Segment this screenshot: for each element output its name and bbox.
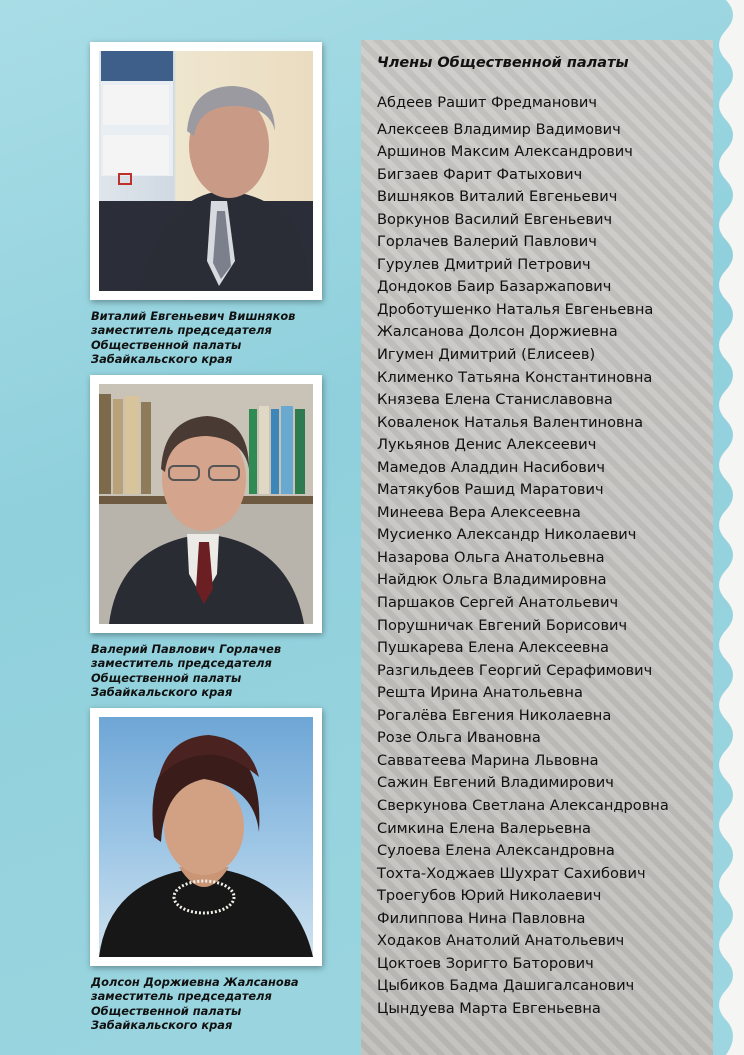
- member-item: Филиппова Нина Павловна: [377, 909, 586, 927]
- member-item: Цындуева Марта Евгеньевна: [377, 999, 601, 1017]
- member-item: Рогалёва Евгения Николаевна: [377, 706, 612, 724]
- member-item: Тохта-Ходжаев Шухрат Сахибович: [377, 864, 646, 882]
- caption-org: Общественной палаты: [91, 1003, 242, 1018]
- photo-gorlachev: [90, 375, 322, 633]
- member-item: Найдюк Ольга Владимировна: [377, 571, 607, 589]
- member-item: Цоктоев Зоригто Баторович: [377, 954, 594, 972]
- member-item: Цыбиков Бадма Дашигалсанович: [377, 977, 635, 995]
- caption-org: Общественной палаты: [91, 337, 242, 352]
- portrait-man-1: [99, 51, 313, 291]
- member-item: Клименко Татьяна Константиновна: [377, 368, 653, 386]
- portrait-woman: [99, 717, 313, 957]
- member-item: Мамедов Аладдин Насибович: [377, 458, 605, 476]
- caption-name: Виталий Евгеньевич Вишняков: [91, 309, 296, 323]
- member-item: Разгильдеев Георгий Серафимович: [377, 661, 653, 679]
- member-item: Пушкарева Елена Алексеевна: [377, 639, 609, 657]
- member-item: Симкина Елена Валерьевна: [377, 819, 591, 837]
- member-item: Минеева Вера Алексеевна: [377, 503, 581, 521]
- caption-role: заместитель председателя: [91, 323, 272, 338]
- member-item: Дроботушенко Наталья Евгеньевна: [377, 300, 654, 318]
- member-item: Сверкунова Светлана Александровна: [377, 796, 669, 814]
- photo-vishnyakov: [90, 42, 322, 300]
- member-item: Ходаков Анатолий Анатольевич: [377, 932, 625, 950]
- portrait-man-2: [99, 384, 313, 624]
- member-item: Бигзаев Фарит Фатыхович: [377, 165, 583, 183]
- caption-region: Забайкальского края: [91, 1018, 233, 1033]
- caption-zhalsanova: [91, 975, 331, 1033]
- caption-region: Забайкальского края: [91, 685, 233, 700]
- caption-name: Долсон Доржиевна Жалсанова: [91, 975, 299, 989]
- member-item: Сулоева Елена Александровна: [377, 842, 615, 860]
- member-item: Савватеева Марина Львовна: [377, 751, 599, 769]
- member-item: Назарова Ольга Анатольевна: [377, 548, 605, 566]
- member-item: Матякубов Рашид Маратович: [377, 481, 604, 499]
- member-item: Горлачев Валерий Павлович: [377, 233, 597, 251]
- member-item: Князева Елена Станиславовна: [377, 391, 613, 409]
- member-item: Порушничак Евгений Борисович: [377, 616, 628, 634]
- member-item: Аршинов Максим Александрович: [377, 143, 633, 161]
- caption-vishnyakov: [91, 309, 331, 367]
- member-item: Игумен Димитрий (Елисеев): [377, 346, 596, 364]
- member-item: Дондоков Баир Базаржапович: [377, 278, 612, 296]
- photo-zhalsanova: [90, 708, 322, 966]
- member-item: Мусиенко Александр Николаевич: [377, 526, 637, 544]
- member-item: Троегубов Юрий Николаевич: [377, 887, 602, 905]
- panel-title: Члены Общественной палаты: [377, 55, 629, 71]
- members-list: [377, 92, 669, 1020]
- member-item: Вишняков Виталий Евгеньевич: [377, 188, 618, 206]
- caption-region: Забайкальского края: [91, 352, 233, 367]
- member-item: Лукьянов Денис Алексеевич: [377, 436, 597, 454]
- member-item: Гурулев Дмитрий Петрович: [377, 255, 591, 273]
- member-item: Жалсанова Долсон Доржиевна: [377, 323, 618, 341]
- member-item: Коваленок Наталья Валентиновна: [377, 413, 644, 431]
- member-item: Паршаков Сергей Анатольевич: [377, 594, 619, 612]
- member-item: Сажин Евгений Владимирович: [377, 774, 614, 792]
- members-panel: [361, 40, 713, 1055]
- member-item: Решта Ирина Анатольевна: [377, 684, 583, 702]
- member-item: Алексеев Владимир Вадимович: [377, 120, 621, 138]
- member-item: Воркунов Василий Евгеньевич: [377, 210, 613, 228]
- caption-org: Общественной палаты: [91, 670, 242, 685]
- caption-role: заместитель председателя: [91, 656, 272, 671]
- caption-name: Валерий Павлович Горлачев: [91, 642, 282, 656]
- member-item: Розе Ольга Ивановна: [377, 729, 541, 747]
- member-item: Абдеев Рашит Фредманович: [377, 94, 598, 111]
- caption-role: заместитель председателя: [91, 989, 272, 1004]
- caption-gorlachev: [91, 642, 331, 700]
